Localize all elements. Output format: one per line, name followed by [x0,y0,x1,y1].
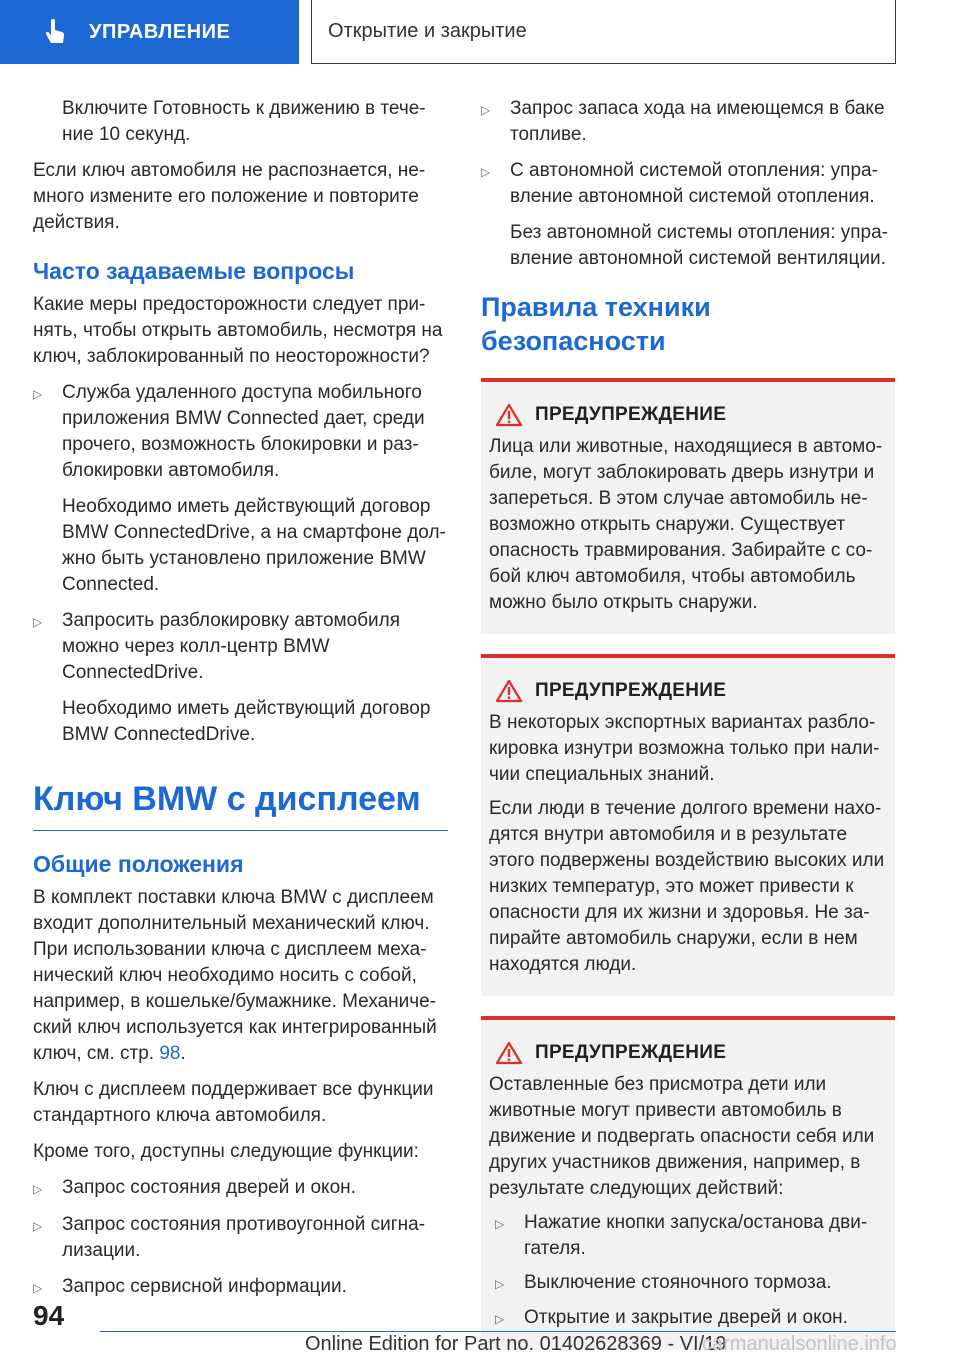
general-paragraph-1 [33,885,448,1067]
triangle-bullet-icon: ▷ [481,103,491,117]
triangle-bullet-icon: ▷ [495,1217,505,1231]
key-not-recognized-paragraph: Если ключ автомобиля не распознается, немного измените его положение и повторите действия. [33,160,426,233]
list-item [33,1175,448,1202]
list-item [33,608,448,748]
triangle-bullet-icon: ▷ [495,1277,505,1291]
warning-triangle-icon [495,679,523,703]
list-item-text: Открытие и закрытие дверей и окон. [524,1307,848,1328]
list-item-text: Запрос состояния дверей и окон. [62,1177,356,1198]
list-item-text: Запрос состояния противоугонной сигнализации. [62,1214,426,1261]
faq-question: Какие меры предосторожности следует принять, чтобы открыть автомобиль, несмотря на ключ, заблокированный по неосторожности? [33,294,443,367]
section-tab [0,0,299,64]
list-item-text: Запрос запаса хода на имеющемся в баке топливе. [510,98,885,145]
list-item-text: Служба удаленного доступа мобильного приложения BMW Connected дает, среди прочего, возможность блокировки и разблокировки автомобиля. [62,382,425,481]
warning-title: ПРЕДУПРЕЖДЕНИЕ [535,1042,727,1063]
warning-header [489,678,887,704]
warning-triangle-icon [495,1041,523,1065]
list-item [495,1305,887,1332]
warning-paragraph: Лица или животные, находящиеся в автомобиле, могут заблокировать дверь изнутри и запереться. В этом случае автомобиль невозможно открыть снаружи. Существует опасность травмирования. Забирайте с собой ключ автомобиля, чтобы автомобиль можно было открыть снаружи. [489,436,883,613]
safety-heading: Правила техники безопасности [481,292,711,356]
page-reference-link[interactable]: 98 [159,1043,181,1064]
triangle-bullet-icon: ▷ [33,1219,43,1233]
triangle-bullet-icon: ▷ [33,1182,43,1196]
list-item [33,1274,448,1301]
left-column [33,96,448,1311]
triangle-bullet-icon: ▷ [495,1312,505,1326]
general-paragraph-1-text: В комплект поставки ключа BMW с дисплеем входит дополнительный механический ключ. При использовании ключа с дисплеем механический ключ необходимо носить с собой, например, в кошельке/бумажнике. Механический ключ используется как интегрированный ключ, см. стр. [33,887,437,1064]
edition-text: Online Edition for Part no. 01402628369 - VI/19 [305,1333,727,1355]
warning-box [481,378,895,634]
general-heading: Общие положения [33,851,244,877]
warning-list [489,1210,887,1332]
intro-paragraph: Включите Готовность к движению в течение 10 секунд. [62,98,426,145]
hand-touch-icon [43,19,67,45]
triangle-bullet-icon: ▷ [33,387,43,401]
triangle-bullet-icon: ▷ [481,165,491,179]
section-label: УПРАВЛЕНИЕ [89,20,231,43]
warning-title: ПРЕДУПРЕЖДЕНИЕ [535,680,727,701]
triangle-bullet-icon: ▷ [33,1281,43,1295]
list-item-text: С автономной системой отопления: управление автономной системой отопления. [510,160,878,207]
list-item-text: Выключение стояночного тормоза. [524,1272,832,1293]
general-paragraph-1-end: . [180,1043,186,1064]
watermark-text: carmanualsonline.info [702,1333,897,1355]
warning-paragraph: В некоторых экспортных вариантах разблокировка изнутри возможна только при наличии специальных знаний. [489,712,880,785]
list-item-note: Без автономной системы отопления: управление автономной системой вентиляции. [510,222,888,269]
list-item [33,380,448,598]
list-item-text: Нажатие кнопки запуска/останова двигателя. [524,1212,868,1259]
warning-header [489,402,887,428]
list-item-note: Необходимо иметь действующий договор BMW ConnectedDrive. [62,698,431,745]
warning-title: ПРЕДУПРЕЖДЕНИЕ [535,404,727,425]
chapter-title-box [311,0,896,64]
general-paragraph-3: Кроме того, доступны следующие функции: [33,1141,419,1162]
list-item-text: Запрос сервисной информации. [62,1276,347,1297]
faq-heading: Часто задаваемые вопросы [33,258,355,284]
chapter-title: Открытие и закрытие [328,20,527,42]
warning-triangle-icon [495,403,523,427]
warning-box [481,654,895,996]
list-item-text: Запросить разблокировку автомобиля можно через колл-центр BMW ConnectedDrive. [62,610,401,683]
display-key-heading: Ключ BMW с дисплеем [33,778,448,831]
list-item [495,1210,887,1262]
list-item [33,1212,448,1264]
page-number: 94 [33,1300,65,1331]
list-item [481,96,895,148]
warning-paragraph: Если люди в течение долгого времени находятся внутри автомобиля и в результате этого подвержены воздействию высоких или низких температур, это может привести к опасности для их жизни и здоровья. Не запирайте автомобиль снаружи, если в нем находятся люди. [489,798,885,975]
warning-header [489,1040,887,1066]
general-paragraph-2: Ключ с дисплеем поддерживает все функции стандартного ключа автомобиля. [33,1079,434,1126]
triangle-bullet-icon: ▷ [33,615,43,629]
footer-rule [100,1331,896,1332]
list-item [481,158,895,272]
warning-paragraph: Оставленные без присмотра дети или животные могут привести автомобиль в движение и подвергать опасности себя или других участников движения, например, в результате следующих действий: [489,1074,875,1199]
list-item-note: Необходимо иметь действующий договор BMW ConnectedDrive, а на смартфоне должно быть установлено приложение BMW Connected. [62,496,446,595]
list-item [495,1270,887,1297]
right-column [481,96,895,1362]
warning-box [481,1016,895,1350]
